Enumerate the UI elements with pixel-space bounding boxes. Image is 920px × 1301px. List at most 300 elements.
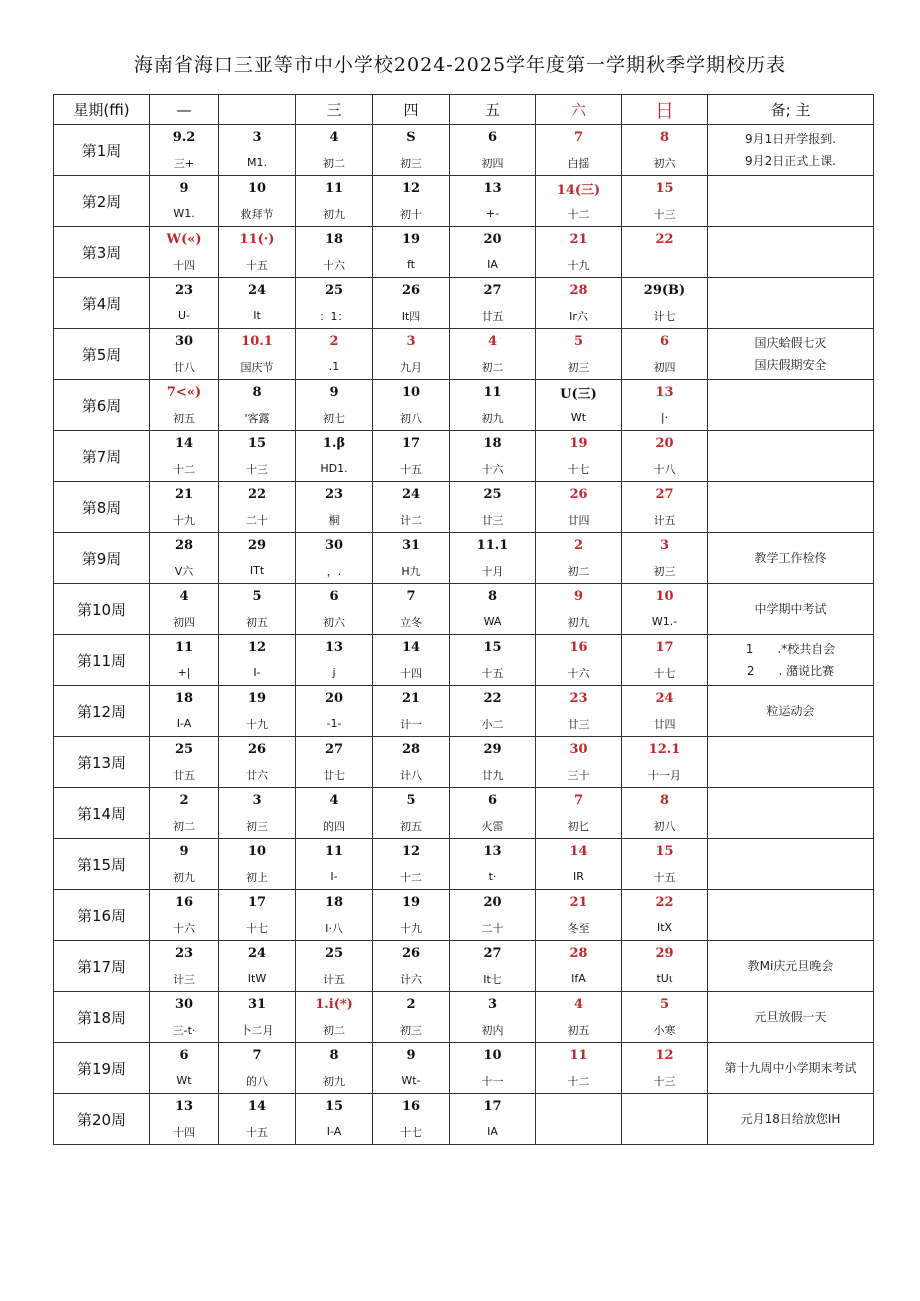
date-cell-sat: 7 <box>536 788 622 814</box>
lunar-cell-wed: 初九 <box>296 1068 373 1094</box>
date-cell-wed: 20 <box>296 686 373 712</box>
week-date-row <box>54 176 874 202</box>
lunar-cell-fri: IA <box>450 252 536 278</box>
date-cell-fri: 11.1 <box>450 533 536 559</box>
date-cell-wed: 9 <box>296 380 373 406</box>
week-date-row <box>54 1043 874 1069</box>
date-cell-thu: 3 <box>373 329 450 355</box>
lunar-cell-sat: 白揺 <box>536 150 622 176</box>
week-date-row <box>54 227 874 253</box>
date-cell-tue: 7 <box>219 1043 296 1069</box>
lunar-cell-thu: 计二 <box>373 507 450 533</box>
lunar-cell-fri: 廿九 <box>450 762 536 788</box>
date-cell-wed: 25 <box>296 941 373 967</box>
lunar-cell-tue: 十七 <box>219 915 296 941</box>
lunar-cell-thu: Wt- <box>373 1068 450 1094</box>
date-cell-thu: 7 <box>373 584 450 610</box>
week-label: 第17周 <box>54 941 150 992</box>
date-cell-sat: 14(三) <box>536 176 622 202</box>
lunar-cell-sun: 计五 <box>622 507 708 533</box>
week-date-row <box>54 278 874 304</box>
lunar-cell-sat <box>536 1119 622 1145</box>
date-cell-fri: 13 <box>450 176 536 202</box>
lunar-cell-sun: 初六 <box>622 150 708 176</box>
lunar-cell-thu: ft <box>373 252 450 278</box>
week-date-row <box>54 329 874 355</box>
lunar-cell-tue: 二十 <box>219 507 296 533</box>
lunar-cell-tue: 卜二月 <box>219 1017 296 1043</box>
week-date-row <box>54 686 874 712</box>
lunar-cell-mon: 初四 <box>150 609 219 635</box>
date-cell-tue: 3 <box>219 788 296 814</box>
date-cell-sun: 24 <box>622 686 708 712</box>
date-cell-sun: 17 <box>622 635 708 661</box>
lunar-cell-wed: I·八 <box>296 915 373 941</box>
date-cell-thu: 19 <box>373 227 450 253</box>
lunar-cell-thu: 十九 <box>373 915 450 941</box>
date-cell-sat: 28 <box>536 278 622 304</box>
lunar-cell-sat: 初三 <box>536 354 622 380</box>
lunar-cell-sat: 十二 <box>536 201 622 227</box>
lunar-cell-tue: M1. <box>219 150 296 176</box>
date-cell-tue: 8 <box>219 380 296 406</box>
date-cell-sun <box>622 1094 708 1120</box>
lunar-cell-sun: 十八 <box>622 456 708 482</box>
week-date-row <box>54 431 874 457</box>
date-cell-tue: 5 <box>219 584 296 610</box>
date-cell-fri: 15 <box>450 635 536 661</box>
date-cell-thu: 28 <box>373 737 450 763</box>
date-cell-mon: 9.2 <box>150 125 219 151</box>
date-cell-tue: 26 <box>219 737 296 763</box>
lunar-cell-fri: +- <box>450 201 536 227</box>
date-cell-tue: 29 <box>219 533 296 559</box>
header-week: 星期(ffi) <box>54 95 150 125</box>
date-cell-wed: 8 <box>296 1043 373 1069</box>
lunar-cell-mon: 十九 <box>150 507 219 533</box>
date-cell-tue: 24 <box>219 941 296 967</box>
date-cell-sun: 13 <box>622 380 708 406</box>
date-cell-sat: 30 <box>536 737 622 763</box>
date-cell-wed: 11 <box>296 176 373 202</box>
date-cell-sat: U(三) <box>536 380 622 406</box>
date-cell-mon: 14 <box>150 431 219 457</box>
date-cell-sat: 28 <box>536 941 622 967</box>
date-cell-wed: 2 <box>296 329 373 355</box>
date-cell-tue: 12 <box>219 635 296 661</box>
date-cell-mon: 28 <box>150 533 219 559</box>
date-cell-sun: 8 <box>622 788 708 814</box>
lunar-cell-mon: 三-t· <box>150 1017 219 1043</box>
lunar-cell-tue: 十九 <box>219 711 296 737</box>
date-cell-wed: 25 <box>296 278 373 304</box>
date-cell-tue: 11(·) <box>219 227 296 253</box>
week-notes <box>708 278 874 329</box>
lunar-cell-sun: 十一月 <box>622 762 708 788</box>
week-label: 第20周 <box>54 1094 150 1145</box>
date-cell-mon: 9 <box>150 176 219 202</box>
date-cell-sat <box>536 1094 622 1120</box>
lunar-cell-fri: 火雷 <box>450 813 536 839</box>
date-cell-mon: W(«) <box>150 227 219 253</box>
lunar-cell-mon: Wt <box>150 1068 219 1094</box>
date-cell-mon: 13 <box>150 1094 219 1120</box>
lunar-cell-sat: Wt <box>536 405 622 431</box>
lunar-cell-thu: 十五 <box>373 456 450 482</box>
lunar-cell-sat: IfA <box>536 966 622 992</box>
week-notes <box>708 329 874 380</box>
header-day-wed: 三 <box>296 95 373 125</box>
week-date-row <box>54 533 874 559</box>
lunar-cell-sat: 十六 <box>536 660 622 686</box>
date-cell-sat: 4 <box>536 992 622 1018</box>
date-cell-sat: 19 <box>536 431 622 457</box>
lunar-cell-mon: 廿八 <box>150 354 219 380</box>
date-cell-thu: 19 <box>373 890 450 916</box>
lunar-cell-sat: 冬至 <box>536 915 622 941</box>
date-cell-wed: 4 <box>296 125 373 151</box>
lunar-cell-sun: 小寒 <box>622 1017 708 1043</box>
lunar-cell-sun: 初八 <box>622 813 708 839</box>
lunar-cell-tue: 初三 <box>219 813 296 839</box>
date-cell-sun: 15 <box>622 839 708 865</box>
lunar-cell-thu: 十四 <box>373 660 450 686</box>
week-date-row <box>54 890 874 916</box>
date-cell-fri: 18 <box>450 431 536 457</box>
date-cell-mon: 18 <box>150 686 219 712</box>
date-cell-sat: 11 <box>536 1043 622 1069</box>
lunar-cell-tue: ITt <box>219 558 296 584</box>
week-notes <box>708 788 874 839</box>
lunar-cell-sat: 廿三 <box>536 711 622 737</box>
date-cell-sat: 5 <box>536 329 622 355</box>
school-calendar-table <box>53 94 874 1145</box>
note-line: 第十九周中小学期末考试 <box>724 1061 857 1075</box>
date-cell-wed: 27 <box>296 737 373 763</box>
note-line: 中学期中考试 <box>754 602 827 616</box>
note-line: 元月18日给放您IH <box>740 1112 841 1126</box>
note-line: 元旦放假一天 <box>754 1010 827 1024</box>
date-cell-mon: 6 <box>150 1043 219 1069</box>
date-cell-sat: 7 <box>536 125 622 151</box>
lunar-cell-fri: 十六 <box>450 456 536 482</box>
lunar-cell-fri: 十一 <box>450 1068 536 1094</box>
lunar-cell-sat: 廿四 <box>536 507 622 533</box>
date-cell-tue: 15 <box>219 431 296 457</box>
lunar-cell-tue: ItW <box>219 966 296 992</box>
date-cell-fri: 10 <box>450 1043 536 1069</box>
week-date-row <box>54 380 874 406</box>
week-notes <box>708 686 874 737</box>
date-cell-thu: S <box>373 125 450 151</box>
date-cell-fri: 20 <box>450 890 536 916</box>
lunar-cell-wed: I-A <box>296 1119 373 1145</box>
date-cell-fri: 27 <box>450 941 536 967</box>
date-cell-thu: 2 <box>373 992 450 1018</box>
date-cell-mon: 23 <box>150 941 219 967</box>
date-cell-wed: 18 <box>296 227 373 253</box>
lunar-cell-mon: 廿五 <box>150 762 219 788</box>
date-cell-wed: 30 <box>296 533 373 559</box>
week-label: 第16周 <box>54 890 150 941</box>
week-date-row <box>54 1094 874 1120</box>
week-date-row <box>54 584 874 610</box>
date-cell-fri: 25 <box>450 482 536 508</box>
date-cell-sun: 22 <box>622 890 708 916</box>
date-cell-fri: 4 <box>450 329 536 355</box>
date-cell-wed: 4 <box>296 788 373 814</box>
lunar-cell-fri: 廿五 <box>450 303 536 329</box>
lunar-cell-sun: W1.- <box>622 609 708 635</box>
date-cell-mon: 21 <box>150 482 219 508</box>
lunar-cell-sun: 十七 <box>622 660 708 686</box>
lunar-cell-mon: 初五 <box>150 405 219 431</box>
lunar-cell-wed: 桐 <box>296 507 373 533</box>
week-label: 第10周 <box>54 584 150 635</box>
week-label: 第11周 <box>54 635 150 686</box>
lunar-cell-sun <box>622 252 708 278</box>
lunar-cell-wed: 初二 <box>296 150 373 176</box>
lunar-cell-sat: 十九 <box>536 252 622 278</box>
date-cell-mon: 30 <box>150 329 219 355</box>
week-date-row <box>54 992 874 1018</box>
date-cell-sat: 14 <box>536 839 622 865</box>
date-cell-wed: 13 <box>296 635 373 661</box>
week-label: 第19周 <box>54 1043 150 1094</box>
week-label: 第15周 <box>54 839 150 890</box>
date-cell-sun: 27 <box>622 482 708 508</box>
lunar-cell-thu: 计六 <box>373 966 450 992</box>
week-notes <box>708 482 874 533</box>
date-cell-tue: 19 <box>219 686 296 712</box>
lunar-cell-tue: 十五 <box>219 1119 296 1145</box>
lunar-cell-sat: 初匕 <box>536 813 622 839</box>
lunar-cell-thu: 初十 <box>373 201 450 227</box>
week-date-row <box>54 788 874 814</box>
lunar-cell-thu: 初三 <box>373 150 450 176</box>
date-cell-sun: 3 <box>622 533 708 559</box>
date-cell-tue: 14 <box>219 1094 296 1120</box>
lunar-cell-sun: 十三 <box>622 201 708 227</box>
date-cell-sat: 21 <box>536 890 622 916</box>
lunar-cell-fri: 初四 <box>450 150 536 176</box>
lunar-cell-wed: 的四 <box>296 813 373 839</box>
date-cell-mon: 30 <box>150 992 219 1018</box>
calendar-body <box>54 125 874 1145</box>
date-cell-thu: 5 <box>373 788 450 814</box>
date-cell-wed: 1.β <box>296 431 373 457</box>
date-cell-thu: 16 <box>373 1094 450 1120</box>
week-label: 第3周 <box>54 227 150 278</box>
date-cell-fri: 29 <box>450 737 536 763</box>
date-cell-sun: 5 <box>622 992 708 1018</box>
date-cell-thu: 24 <box>373 482 450 508</box>
lunar-cell-wed: HD1. <box>296 456 373 482</box>
lunar-cell-sun: |· <box>622 405 708 431</box>
lunar-cell-sat: 初二 <box>536 558 622 584</box>
week-notes <box>708 1094 874 1145</box>
header-day-sat: 六 <box>536 95 622 125</box>
date-cell-thu: 12 <box>373 839 450 865</box>
date-cell-fri: 20 <box>450 227 536 253</box>
note-line: 教Mi庆元旦晚会 <box>747 959 834 973</box>
date-cell-sat: 21 <box>536 227 622 253</box>
lunar-cell-thu: It四 <box>373 303 450 329</box>
date-cell-fri: 8 <box>450 584 536 610</box>
lunar-cell-fri: IA <box>450 1119 536 1145</box>
lunar-cell-tue: '客露 <box>219 405 296 431</box>
lunar-cell-mon: 计三 <box>150 966 219 992</box>
week-label: 第14周 <box>54 788 150 839</box>
week-notes <box>708 635 874 686</box>
lunar-cell-wed: 十六 <box>296 252 373 278</box>
lunar-cell-wed: ，. <box>296 558 373 584</box>
lunar-cell-sat: 十七 <box>536 456 622 482</box>
week-label: 第1周 <box>54 125 150 176</box>
header-day-sun: 日 <box>622 95 708 125</box>
date-cell-sun: 10 <box>622 584 708 610</box>
lunar-cell-sun: 十三 <box>622 1068 708 1094</box>
date-cell-tue: 10.1 <box>219 329 296 355</box>
lunar-cell-wed: 初七 <box>296 405 373 431</box>
lunar-cell-mon: 十二 <box>150 456 219 482</box>
date-cell-mon: 23 <box>150 278 219 304</box>
lunar-cell-wed: ：1： <box>296 303 373 329</box>
lunar-cell-wed: .1 <box>296 354 373 380</box>
week-date-row <box>54 125 874 151</box>
lunar-cell-thu: H九 <box>373 558 450 584</box>
lunar-cell-sat: Ir六 <box>536 303 622 329</box>
lunar-cell-thu: 十七 <box>373 1119 450 1145</box>
lunar-cell-fri: 廿三 <box>450 507 536 533</box>
lunar-cell-fri: It七 <box>450 966 536 992</box>
lunar-cell-sun: ItX <box>622 915 708 941</box>
date-cell-wed: 23 <box>296 482 373 508</box>
lunar-cell-mon: V六 <box>150 558 219 584</box>
week-date-row <box>54 737 874 763</box>
date-cell-mon: 9 <box>150 839 219 865</box>
date-cell-thu: 9 <box>373 1043 450 1069</box>
lunar-cell-tue: 廿六 <box>219 762 296 788</box>
week-label: 第9周 <box>54 533 150 584</box>
date-cell-sat: 26 <box>536 482 622 508</box>
date-cell-tue: 22 <box>219 482 296 508</box>
week-notes <box>708 584 874 635</box>
lunar-cell-tue: 十三 <box>219 456 296 482</box>
lunar-cell-fri: 初九 <box>450 405 536 431</box>
week-date-row <box>54 839 874 865</box>
date-cell-fri: 11 <box>450 380 536 406</box>
date-cell-sun: 29(B) <box>622 278 708 304</box>
date-cell-thu: 21 <box>373 686 450 712</box>
date-cell-mon: 2 <box>150 788 219 814</box>
date-cell-sat: 2 <box>536 533 622 559</box>
note-line: 粒运动会 <box>766 704 815 718</box>
lunar-cell-tue: 救拜节 <box>219 201 296 227</box>
week-notes <box>708 176 874 227</box>
week-notes <box>708 941 874 992</box>
lunar-cell-mon: W1. <box>150 201 219 227</box>
week-notes <box>708 1043 874 1094</box>
note-line: 国庆假期安全 <box>754 358 827 372</box>
date-cell-wed: 1.i(*) <box>296 992 373 1018</box>
header-day-thu: 四 <box>373 95 450 125</box>
date-cell-sun: 20 <box>622 431 708 457</box>
lunar-cell-thu: 立冬 <box>373 609 450 635</box>
lunar-cell-sun: 初三 <box>622 558 708 584</box>
date-cell-tue: 3 <box>219 125 296 151</box>
lunar-cell-tue: I- <box>219 660 296 686</box>
lunar-cell-mon: 初二 <box>150 813 219 839</box>
date-cell-mon: 16 <box>150 890 219 916</box>
date-cell-sun: 29 <box>622 941 708 967</box>
week-date-row <box>54 635 874 661</box>
date-cell-fri: 6 <box>450 125 536 151</box>
lunar-cell-thu: 计一 <box>373 711 450 737</box>
week-notes <box>708 992 874 1043</box>
lunar-cell-wed: j <box>296 660 373 686</box>
date-cell-thu: 10 <box>373 380 450 406</box>
date-cell-thu: 12 <box>373 176 450 202</box>
lunar-cell-fri: 小二 <box>450 711 536 737</box>
lunar-cell-fri: 初二 <box>450 354 536 380</box>
lunar-cell-tue: 的八 <box>219 1068 296 1094</box>
lunar-cell-wed: 计五 <box>296 966 373 992</box>
header-day-fri: 五 <box>450 95 536 125</box>
lunar-cell-sat: 初九 <box>536 609 622 635</box>
week-date-row <box>54 482 874 508</box>
date-cell-sun: 22 <box>622 227 708 253</box>
lunar-cell-wed: I- <box>296 864 373 890</box>
date-cell-sun: 8 <box>622 125 708 151</box>
lunar-cell-mon: 三+ <box>150 150 219 176</box>
week-label: 第7周 <box>54 431 150 482</box>
lunar-cell-thu: 初八 <box>373 405 450 431</box>
date-cell-sat: 9 <box>536 584 622 610</box>
date-cell-thu: 26 <box>373 941 450 967</box>
date-cell-fri: 22 <box>450 686 536 712</box>
lunar-cell-fri: 十月 <box>450 558 536 584</box>
lunar-cell-sun: 初四 <box>622 354 708 380</box>
week-date-row <box>54 941 874 967</box>
lunar-cell-wed: 初二 <box>296 1017 373 1043</box>
header-day-mon: — <box>150 95 219 125</box>
lunar-cell-wed: 廿七 <box>296 762 373 788</box>
week-notes <box>708 839 874 890</box>
lunar-cell-mon: 初九 <box>150 864 219 890</box>
note-line: 国庆蛤假七灭 <box>754 336 827 350</box>
note-line: 9月2日正式上课. <box>744 154 837 168</box>
date-cell-fri: 6 <box>450 788 536 814</box>
date-cell-thu: 14 <box>373 635 450 661</box>
lunar-cell-sun: 十五 <box>622 864 708 890</box>
date-cell-fri: 17 <box>450 1094 536 1120</box>
header-row <box>54 95 874 125</box>
note-line: 9月1日开学报到. <box>744 132 837 146</box>
lunar-cell-fri: 初内 <box>450 1017 536 1043</box>
lunar-cell-sun: 廿四 <box>622 711 708 737</box>
lunar-cell-thu: 九月 <box>373 354 450 380</box>
lunar-cell-fri: 二十 <box>450 915 536 941</box>
lunar-cell-thu: 初三 <box>373 1017 450 1043</box>
note-line: 1 .*校共自会 <box>745 642 836 656</box>
note-line: 教学工作检佟 <box>754 551 827 565</box>
week-label: 第2周 <box>54 176 150 227</box>
date-cell-tue: 24 <box>219 278 296 304</box>
lunar-cell-tue: 初上 <box>219 864 296 890</box>
lunar-cell-sun <box>622 1119 708 1145</box>
date-cell-thu: 26 <box>373 278 450 304</box>
